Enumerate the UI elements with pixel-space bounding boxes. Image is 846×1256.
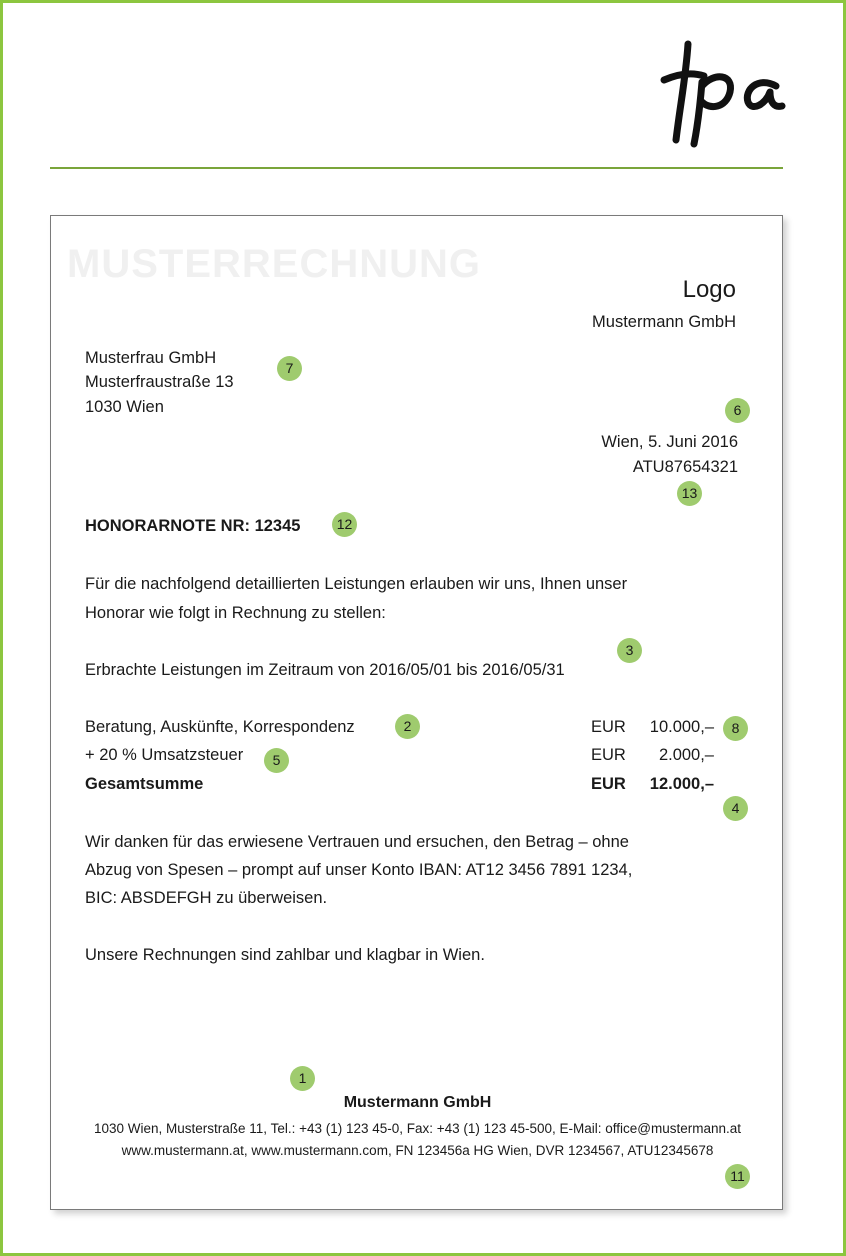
badge-2: 2 [395, 714, 420, 739]
badge-3: 3 [617, 638, 642, 663]
item-amount: 10.000,– [649, 718, 714, 736]
tax-currency: EUR [591, 746, 626, 764]
badge-7: 7 [277, 356, 302, 381]
uid-number: ATU87654321 [632, 458, 738, 476]
jurisdiction-note: Unsere Rechnungen sind zahlbar und klagbar in Wien. [85, 946, 485, 964]
intro-line-2: Honorar wie folgt in Rechnung zu stellen: [85, 604, 386, 622]
closing-line-2: Abzug von Spesen – prompt auf unser Konto IBAN: AT12 3456 7891 1234, [85, 861, 633, 879]
invoice-sheet [50, 215, 783, 1210]
badge-4: 4 [723, 796, 748, 821]
closing-line-1: Wir danken für das erwiesene Vertrauen und ersuchen, den Betrag – ohne [85, 833, 629, 851]
recipient-street: Musterfraustraße 13 [85, 373, 234, 391]
footer-contact-line: 1030 Wien, Musterstraße 11, Tel.: +43 (1) 123 45-0, Fax: +43 (1) 123 45-500, E-Mail: office@mustermann.at [93, 1121, 742, 1136]
invoice-title: HONORARNOTE NR: 12345 [85, 517, 301, 535]
total-label: Gesamtsumme [85, 775, 204, 793]
intro-line-1: Für die nachfolgend detaillierten Leistungen erlauben wir uns, Ihnen unser [85, 575, 628, 593]
badge-8: 8 [723, 716, 748, 741]
badge-6: 6 [725, 398, 750, 423]
total-currency: EUR [591, 775, 626, 793]
badge-12: 12 [332, 512, 357, 537]
total-amount: 12.000,– [649, 775, 714, 793]
tax-amount: 2.000,– [658, 746, 714, 764]
recipient-city: 1030 Wien [85, 398, 164, 416]
footer-registry-line: www.mustermann.at, www.mustermann.com, FN 123456a HG Wien, DVR 1234567, ATU12345678 [121, 1143, 714, 1158]
closing-line-3: BIC: ABSDEFGH zu überweisen. [85, 889, 328, 907]
item-currency: EUR [591, 718, 626, 736]
watermark-text: MUSTERRECHNUNG [67, 242, 481, 286]
recipient-name: Musterfrau GmbH [85, 349, 217, 367]
header-rule [50, 167, 783, 169]
tpa-logo [658, 36, 788, 148]
sender-name: Mustermann GmbH [592, 313, 736, 331]
footer-company: Mustermann GmbH [343, 1094, 492, 1111]
tax-label: + 20 % Umsatzsteuer [85, 746, 244, 764]
badge-5: 5 [264, 748, 289, 773]
service-period: Erbrachte Leistungen im Zeitraum von 2016/05/01 bis 2016/05/31 [85, 661, 565, 679]
logo-placeholder: Logo [682, 276, 736, 303]
badge-1: 1 [290, 1066, 315, 1091]
item-label: Beratung, Auskünfte, Korrespondenz [85, 718, 355, 736]
date-line: Wien, 5. Juni 2016 [601, 433, 738, 451]
badge-13: 13 [677, 481, 702, 506]
badge-11: 11 [725, 1164, 750, 1189]
